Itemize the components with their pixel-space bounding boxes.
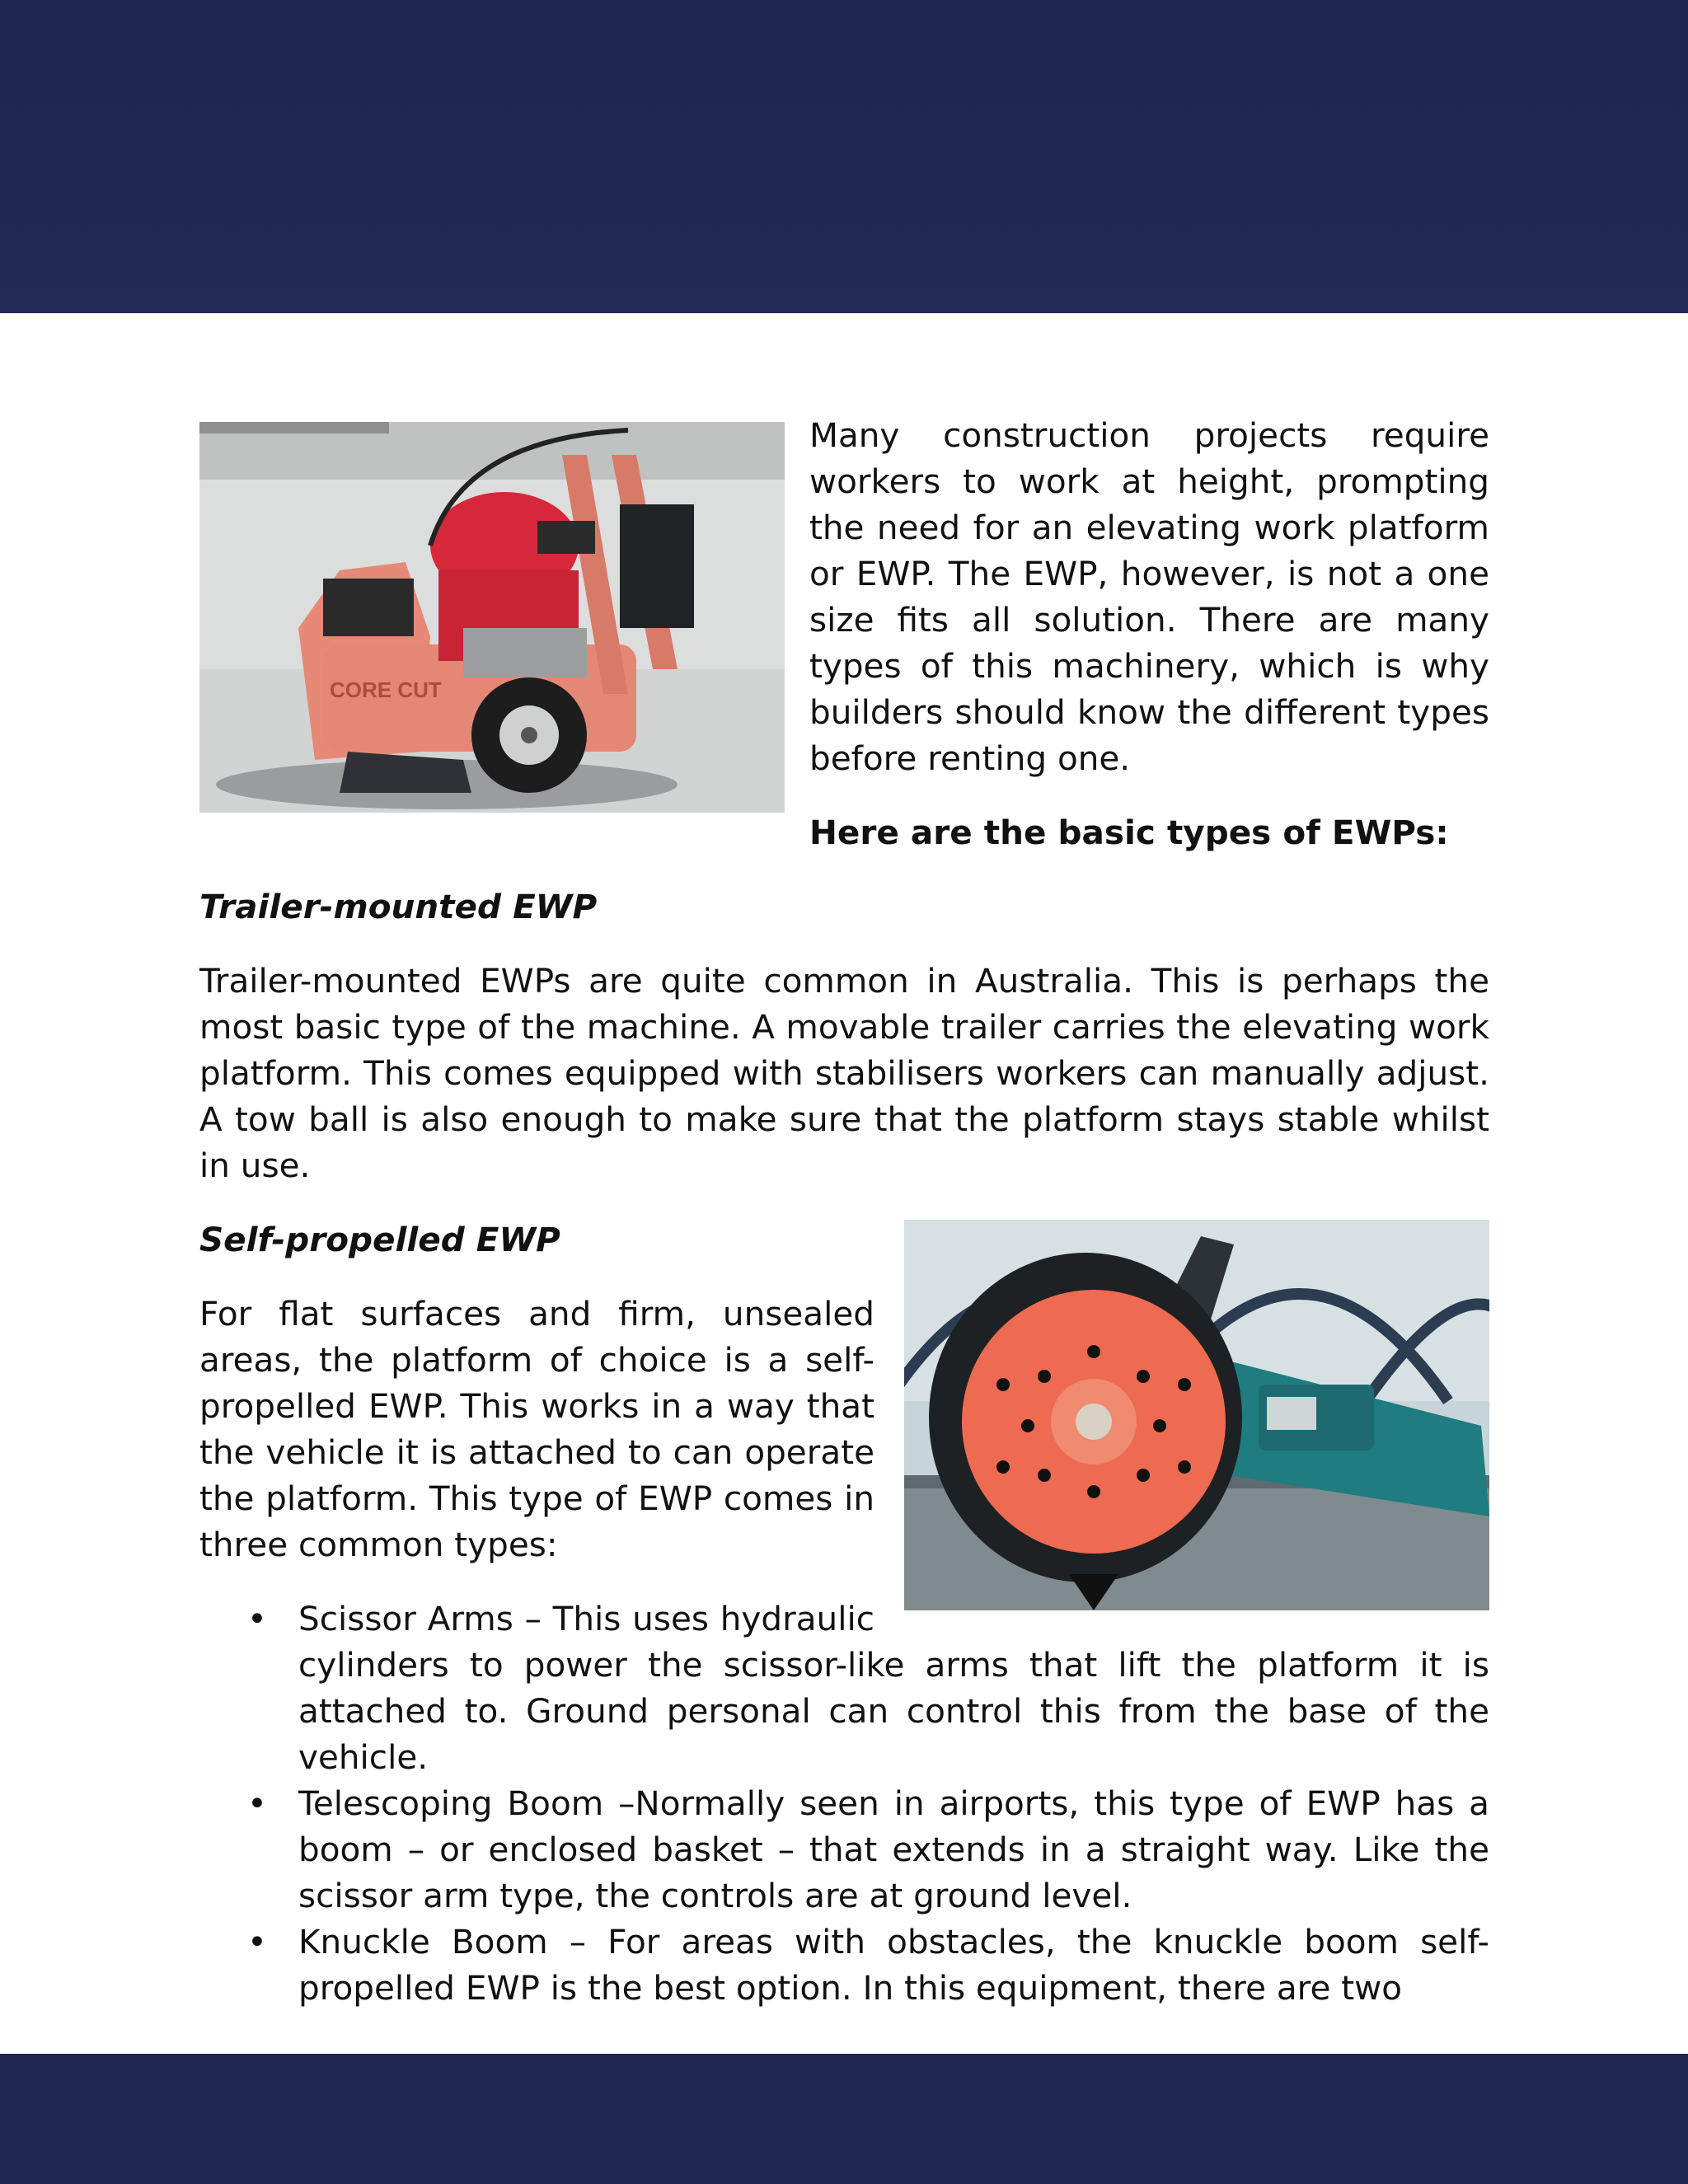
trailer-mounted-paragraph: Trailer-mounted EWPs are quite common in Australia. This is perhaps the most basic type of the machine. A movable trailer carries the elevating work platform. This comes equipped with stabilisers workers can manually adjust. A tow ball is also enough to make sure that the platform stays stable whilst in use.: [199, 961, 1489, 1185]
list-item-knuckle-boom: • Knuckle Boom – For areas with obstacles, the knuckle boom self-propelled EWP is the best option. In this equipment, there are two: [298, 1919, 1489, 2011]
ewp-types-list: [199, 1596, 1489, 2011]
self-propelled-section: [199, 1216, 1489, 2011]
photo-grinder: [904, 1220, 1489, 1610]
self-propelled-heading: Self-propelled EWP: [199, 1220, 560, 1259]
trailer-mounted-heading: Trailer-mounted EWP: [199, 887, 598, 926]
list-item-scissor-arms: • Scissor Arms – This uses hydraulic cylinders to power the scissor-like arms that lift the platform it is attached to. Ground personal can control this from the base of the vehicle.: [298, 1596, 1489, 1780]
header-band: [0, 0, 1688, 313]
footer-band: [0, 2054, 1688, 2184]
document-body: [199, 412, 1489, 2011]
photo-logo-text: CORE CUT: [330, 677, 442, 702]
intro-paragraph: Many construction projects require workers to work at height, prompting the need for an elevating work platform or EWP. The EWP, however, is not a one size fits all solution. There are many types of this machinery, which is why builders should know the different types before renting one.: [809, 415, 1489, 778]
list-item-telescoping-boom: • Telescoping Boom –Normally seen in airports, this type of EWP has a boom – or enclosed basket – that extends in a straight way. Like the scissor arm type, the controls are at ground level.: [298, 1780, 1489, 1919]
photo-concrete-saw: [199, 422, 785, 813]
self-propelled-paragraph: For flat surfaces and firm, unsealed areas, the platform of choice is a self-propelled EWP. This works in a way that the vehicle it is attached to can operate the platform. This type of EWP comes in three common types:: [199, 1294, 874, 1564]
basic-types-heading: Here are the basic types of EWPs:: [809, 813, 1449, 852]
